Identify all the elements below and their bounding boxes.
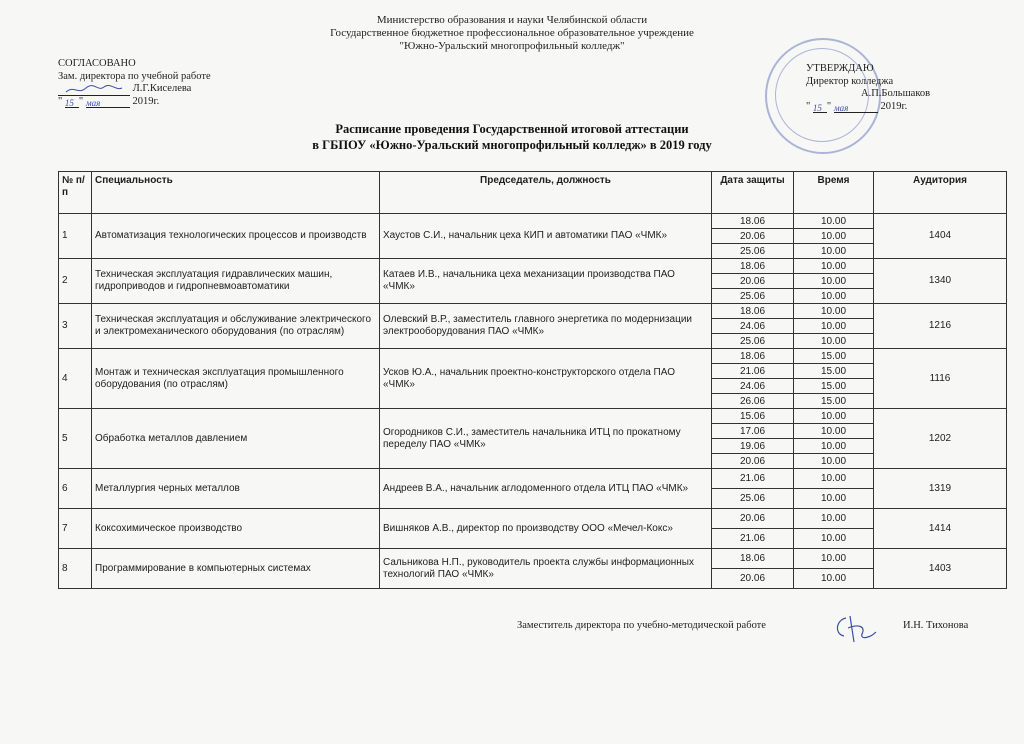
header-specialty: Специальность xyxy=(92,172,380,214)
row-time: 10.00 xyxy=(794,569,874,589)
row-date: 25.06 xyxy=(712,289,794,304)
row-time: 10.00 xyxy=(794,454,874,469)
agreed-name: Л.Г.Киселева xyxy=(132,83,192,94)
row-time: 10.00 xyxy=(794,469,874,489)
row-time: 10.00 xyxy=(794,229,874,244)
agreed-year: 2019г. xyxy=(132,95,160,107)
row-time: 10.00 xyxy=(794,489,874,509)
row-num: 6 xyxy=(59,469,92,509)
row-date: 20.06 xyxy=(712,229,794,244)
row-date: 18.06 xyxy=(712,549,794,569)
row-chair: Сальникова Н.П., руководитель проекта службы информационных технологий ПАО «ЧМК» xyxy=(380,549,712,589)
row-date: 20.06 xyxy=(712,569,794,589)
row-specialty: Металлургия черных металлов xyxy=(92,469,380,509)
organization-header xyxy=(0,14,1024,53)
row-date: 26.06 xyxy=(712,394,794,409)
approved-year: 2019г. xyxy=(880,100,908,112)
row-chair: Катаев И.В., начальника цеха механизации производства ПАО «ЧМК» xyxy=(380,259,712,304)
row-room: 1340 xyxy=(874,259,1007,304)
approved-day xyxy=(813,102,827,113)
row-date: 18.06 xyxy=(712,259,794,274)
agreed-day xyxy=(65,97,79,108)
row-date: 18.06 xyxy=(712,304,794,319)
row-date: 20.06 xyxy=(712,274,794,289)
row-date: 21.06 xyxy=(712,529,794,549)
row-date: 24.06 xyxy=(712,319,794,334)
header-date: Дата защиты xyxy=(712,172,794,214)
row-specialty: Техническая эксплуатация гидравлических машин, гидроприводов и гидропневмоавтоматики xyxy=(92,259,380,304)
row-room: 1403 xyxy=(874,549,1007,589)
row-date: 18.06 xyxy=(712,214,794,229)
row-time: 10.00 xyxy=(794,549,874,569)
row-time: 10.00 xyxy=(794,259,874,274)
approved-heading: УТВЕРЖДАЮ xyxy=(806,63,874,74)
approved-date: " 15 " мая 2019г. xyxy=(806,100,908,113)
row-room: 1414 xyxy=(874,509,1007,549)
title-line-1: Расписание проведения Государственной итоговой аттестации xyxy=(335,122,689,136)
row-num: 7 xyxy=(59,509,92,549)
row-time: 10.00 xyxy=(794,289,874,304)
row-num: 8 xyxy=(59,549,92,589)
row-specialty: Программирование в компьютерных системах xyxy=(92,549,380,589)
agreed-heading: СОГЛАСОВАНО xyxy=(58,58,136,69)
row-date: 25.06 xyxy=(712,489,794,509)
signature-scribble-icon xyxy=(64,83,124,95)
row-room: 1216 xyxy=(874,304,1007,349)
row-time: 10.00 xyxy=(794,319,874,334)
row-date: 24.06 xyxy=(712,379,794,394)
institution-type-line: Государственное бюджетное профессиональное образовательное учреждение xyxy=(330,27,694,39)
row-chair: Олевский В.Р., заместитель главного энергетика по модернизации электрооборудования ПАО «ЧМК» xyxy=(380,304,712,349)
row-date: 18.06 xyxy=(712,349,794,364)
title-line-2: в ГБПОУ «Южно-Уральский многопрофильный колледж» в 2019 году xyxy=(312,138,712,152)
row-time: 10.00 xyxy=(794,509,874,529)
footer-signature-icon xyxy=(832,612,882,648)
row-room: 1404 xyxy=(874,214,1007,259)
agreed-position: Зам. директора по учебной работе xyxy=(58,70,211,82)
row-chair: Хаустов С.И., начальник цеха КИП и автоматики ПАО «ЧМК» xyxy=(380,214,712,259)
row-time: 15.00 xyxy=(794,349,874,364)
table-row xyxy=(59,409,1007,424)
row-time: 10.00 xyxy=(794,409,874,424)
row-chair: Вишняков А.В., директор по производству ООО «Мечел-Кокс» xyxy=(380,509,712,549)
row-specialty: Автоматизация технологических процессов и производств xyxy=(92,214,380,259)
row-chair: Огородников С.И., заместитель начальника ИТЦ по прокатному переделу ПАО «ЧМК» xyxy=(380,409,712,469)
table-row xyxy=(59,509,1007,529)
row-specialty: Коксохимическое производство xyxy=(92,509,380,549)
schedule-table xyxy=(58,171,1007,589)
row-date: 20.06 xyxy=(712,454,794,469)
row-num: 4 xyxy=(59,349,92,409)
table-row xyxy=(59,549,1007,569)
agreed-date: " 15 " мая 2019г. xyxy=(58,95,160,108)
row-time: 15.00 xyxy=(794,379,874,394)
row-date: 19.06 xyxy=(712,439,794,454)
row-time: 15.00 xyxy=(794,364,874,379)
row-time: 15.00 xyxy=(794,394,874,409)
table-row xyxy=(59,469,1007,489)
row-time: 10.00 xyxy=(794,244,874,259)
row-date: 17.06 xyxy=(712,424,794,439)
row-time: 10.00 xyxy=(794,439,874,454)
header-num: № п/п xyxy=(59,172,92,214)
agreed-signature xyxy=(58,85,130,96)
row-room: 1202 xyxy=(874,409,1007,469)
approved-day-value: 15 xyxy=(812,103,822,113)
footer-name: И.Н. Тихонова xyxy=(903,620,969,631)
header-time: Время xyxy=(794,172,874,214)
row-chair: Андреев В.А., начальник аглодоменного отдела ИТЦ ПАО «ЧМК» xyxy=(380,469,712,509)
row-num: 5 xyxy=(59,409,92,469)
agreed-signature-line xyxy=(58,83,211,96)
table-row xyxy=(59,259,1007,274)
header-room: Аудитория xyxy=(874,172,1007,214)
row-date: 20.06 xyxy=(712,509,794,529)
table-row xyxy=(59,349,1007,364)
row-date: 25.06 xyxy=(712,244,794,259)
row-time: 10.00 xyxy=(794,334,874,349)
ministry-line: Министерство образования и науки Челябинской области xyxy=(376,14,648,26)
row-specialty: Обработка металлов давлением xyxy=(92,409,380,469)
agreed-day-value: 15 xyxy=(64,98,74,108)
schedule-body xyxy=(59,214,1007,589)
row-time: 10.00 xyxy=(794,304,874,319)
college-name-line: "Южно-Уральский многопрофильный колледж" xyxy=(399,40,625,52)
row-specialty: Монтаж и техническая эксплуатация промышленного оборудования (по отраслям) xyxy=(92,349,380,409)
approved-block xyxy=(806,63,930,113)
table-header-row xyxy=(59,172,1007,214)
header-chair: Председатель, должность xyxy=(380,172,712,214)
row-chair: Усков Ю.А., начальник проектно-конструкторского отдела ПАО «ЧМК» xyxy=(380,349,712,409)
row-num: 2 xyxy=(59,259,92,304)
agreed-block xyxy=(58,58,211,108)
row-time: 10.00 xyxy=(794,529,874,549)
agreed-date-quote: " xyxy=(58,95,63,107)
approved-name: А.П.Большаков xyxy=(861,88,931,99)
row-date: 25.06 xyxy=(712,334,794,349)
row-date: 21.06 xyxy=(712,469,794,489)
row-room: 1116 xyxy=(874,349,1007,409)
approved-month xyxy=(834,102,878,113)
table-row xyxy=(59,214,1007,229)
row-num: 3 xyxy=(59,304,92,349)
row-num: 1 xyxy=(59,214,92,259)
row-specialty: Техническая эксплуатация и обслуживание электрического и электромеханического оборудования (по отраслям) xyxy=(92,304,380,349)
table-row xyxy=(59,304,1007,319)
row-date: 15.06 xyxy=(712,409,794,424)
row-date: 21.06 xyxy=(712,364,794,379)
agreed-month xyxy=(86,97,130,108)
approved-position: Директор колледжа xyxy=(806,75,894,87)
footer-position: Заместитель директора по учебно-методической работе xyxy=(517,620,766,631)
document-title xyxy=(0,121,1024,153)
row-room: 1319 xyxy=(874,469,1007,509)
row-time: 10.00 xyxy=(794,274,874,289)
row-time: 10.00 xyxy=(794,424,874,439)
row-time: 10.00 xyxy=(794,214,874,229)
approved-month-value: мая xyxy=(833,103,849,113)
agreed-month-value: мая xyxy=(85,98,101,108)
